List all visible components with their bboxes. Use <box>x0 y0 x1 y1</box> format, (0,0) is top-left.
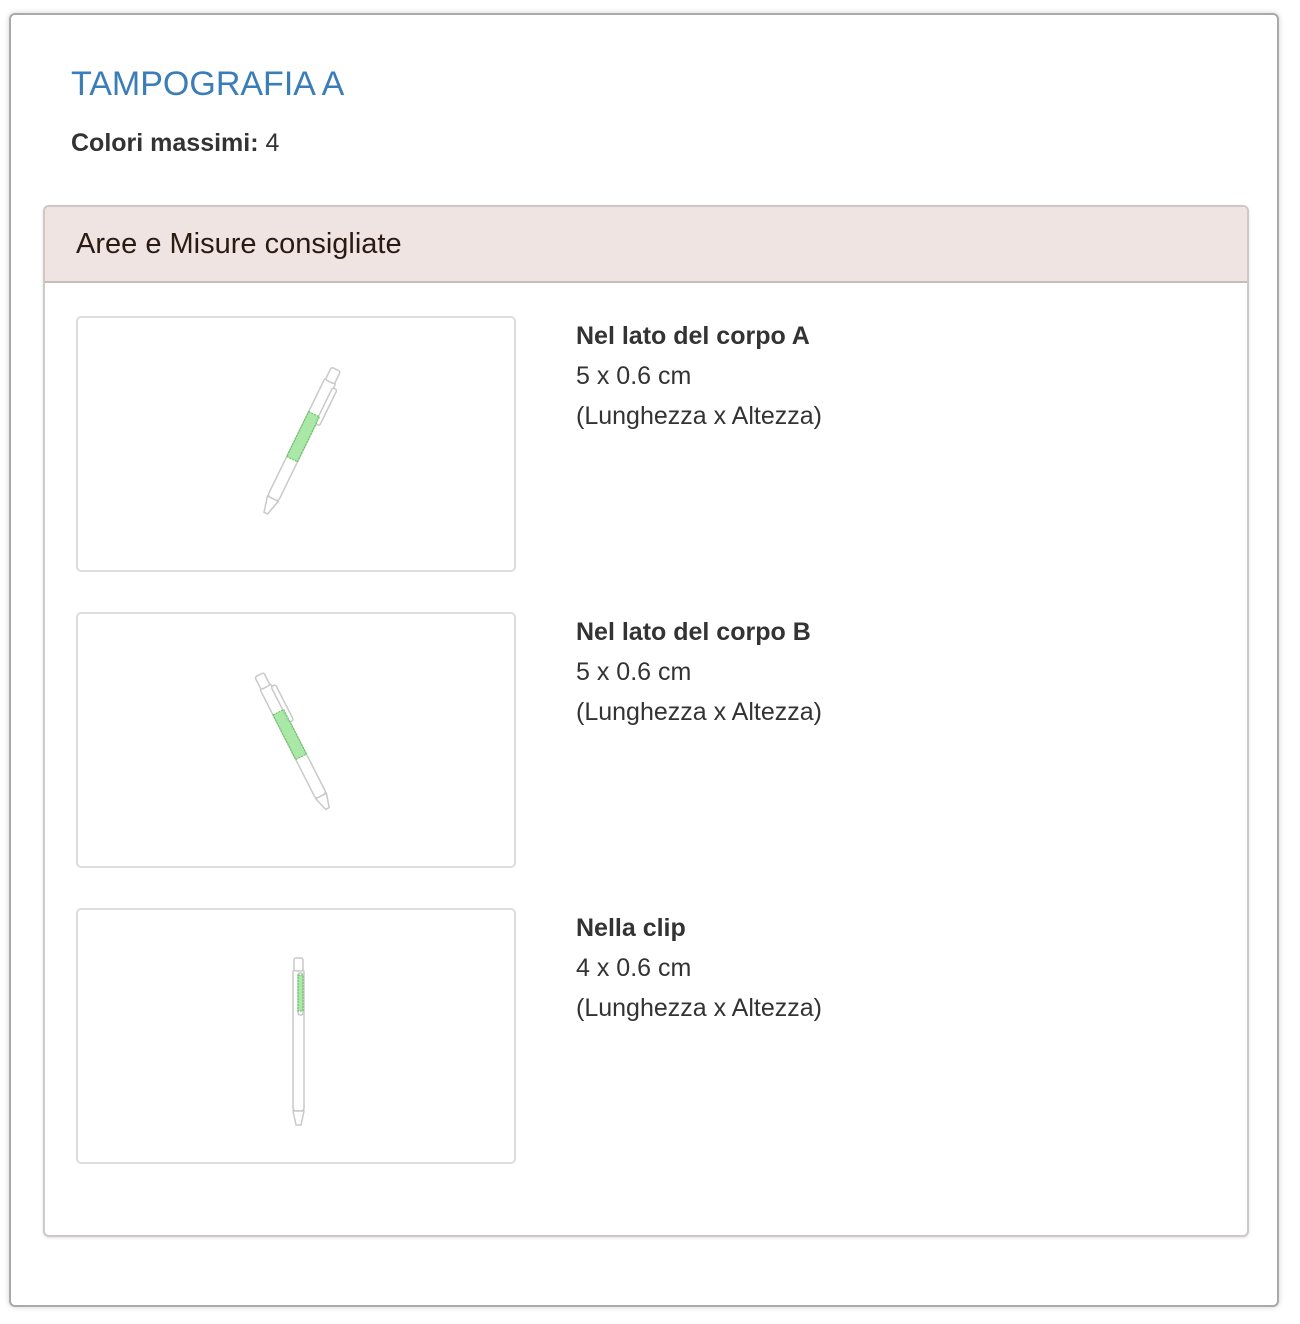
area-info <box>576 612 822 732</box>
area-item <box>76 908 822 1164</box>
area-name: Nel lato del corpo A <box>576 322 810 350</box>
print-technique-card <box>9 13 1279 1307</box>
max-colors-label: Colori massimi: <box>71 129 259 157</box>
pen-print-area-image <box>78 614 518 870</box>
pen-print-area-image <box>78 318 518 574</box>
area-thumbnail[interactable] <box>76 612 516 868</box>
area-thumbnail[interactable] <box>76 908 516 1164</box>
area-dimension-note: (Lunghezza x Altezza) <box>576 698 822 726</box>
area-dimension-note: (Lunghezza x Altezza) <box>576 994 822 1022</box>
area-size: 5 x 0.6 cm <box>576 658 692 686</box>
areas-panel <box>43 205 1249 1237</box>
area-size: 4 x 0.6 cm <box>576 954 692 982</box>
area-info <box>576 316 822 436</box>
area-name: Nel lato del corpo B <box>576 618 811 646</box>
area-size: 5 x 0.6 cm <box>576 362 692 390</box>
max-colors <box>71 129 279 158</box>
area-item <box>76 316 822 572</box>
area-name: Nella clip <box>576 914 686 942</box>
area-item <box>76 612 822 868</box>
area-dimension-note: (Lunghezza x Altezza) <box>576 402 822 430</box>
areas-panel-heading: Aree e Misure consigliate <box>45 207 1247 283</box>
max-colors-value: 4 <box>265 129 280 157</box>
area-thumbnail[interactable] <box>76 316 516 572</box>
area-info <box>576 908 822 1028</box>
pen-print-area-image <box>78 910 518 1166</box>
technique-title: TAMPOGRAFIA A <box>71 65 345 103</box>
